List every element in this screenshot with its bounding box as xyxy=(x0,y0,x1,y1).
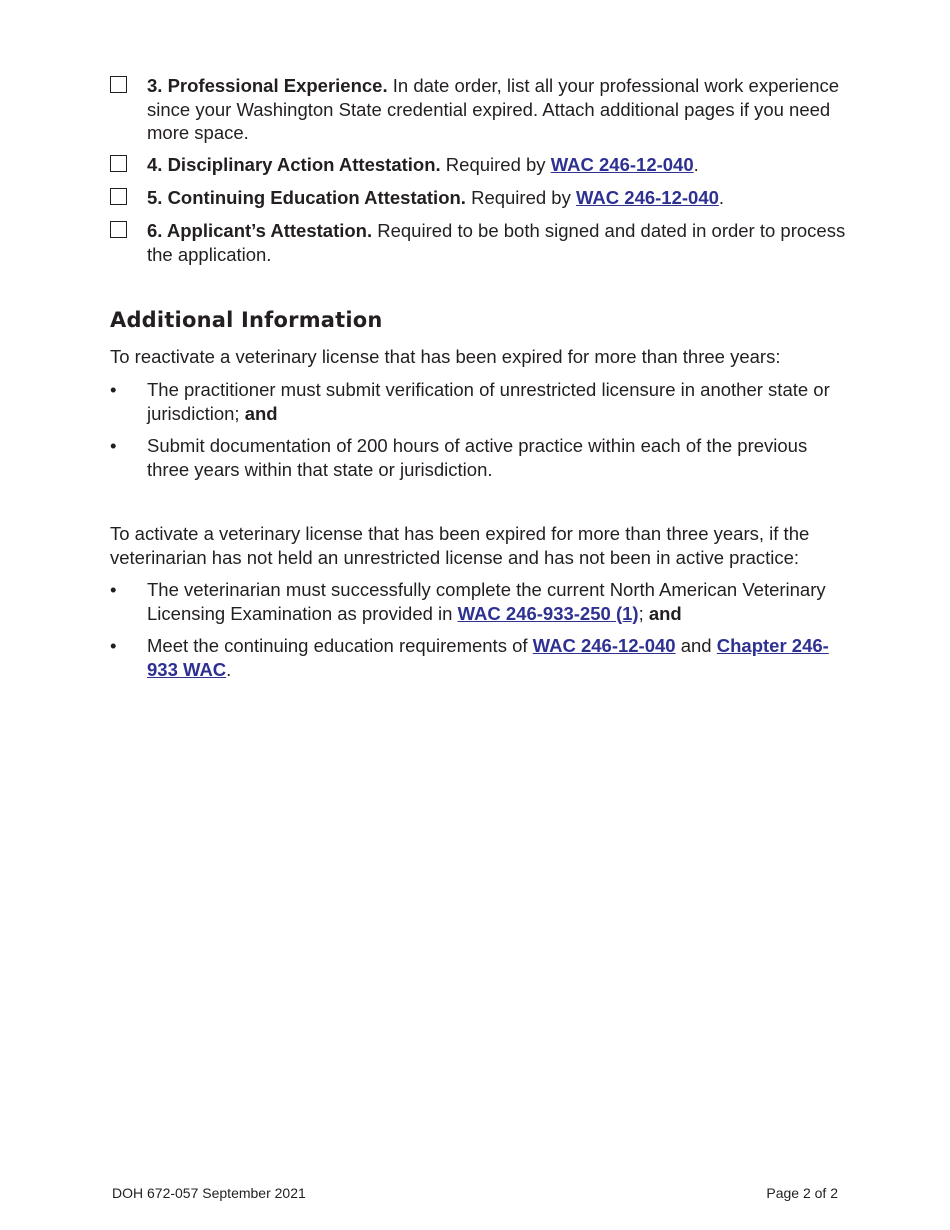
item-title: 3. Professional Experience. xyxy=(147,75,388,96)
wac-link[interactable]: WAC 246-933-250 (1) xyxy=(457,602,639,624)
item-text: Required by xyxy=(465,187,576,208)
wac-link[interactable]: WAC 246-12-040 xyxy=(550,154,694,175)
item-text: Required by xyxy=(440,154,551,175)
bullet-icon: • xyxy=(110,635,117,656)
wac-link[interactable]: WAC 246-12-040 xyxy=(575,187,719,208)
checkbox[interactable] xyxy=(110,76,127,93)
bullet-icon: • xyxy=(110,379,117,400)
checkbox[interactable] xyxy=(110,155,127,172)
item-title: 4. Disciplinary Action Attestation. xyxy=(147,154,441,175)
bullet-icon: • xyxy=(110,579,117,600)
item-text: In date order, list all your professional work experience since your Washington State credential expired. Attach additional pages if you need more space. xyxy=(147,75,840,143)
wac-link[interactable]: WAC 246-12-040 xyxy=(532,635,676,656)
checkbox[interactable] xyxy=(110,221,127,238)
page-number: Page 2 of 2 xyxy=(766,1185,838,1201)
section-heading: Additional Information xyxy=(110,308,383,332)
bullet-icon: • xyxy=(110,435,117,456)
form-id: DOH 672-057 September 2021 xyxy=(112,1185,306,1201)
chapter-link[interactable]: Chapter 246-933 WAC xyxy=(147,635,829,680)
item-title: 5. Continuing Education Attestation. xyxy=(147,187,466,208)
document-page: 3. Professional Experience. In date order, list all your professional work experience since your Washington State credential expired. Attach additional pages if you need more space. 4. Disciplinary Action Attestation. Required by WAC 246-12-040. 5. Continuing Education Attestation. Required by WAC 246-12-040. 6. Applicant’s Attestation. Required to be both signed and dated in order to process the application. Additional Information To reactivate a veterinary license that has been expired for more than three years: • The practitioner must submit verification of unrestricted licensure in another state or jurisdiction; and • Submit documentation of 200 hours of active practice within each of the previous three years within that state or jurisdiction. To activate a veterinary license that has been expired for more than three years, if the veterinarian has not held an unrestricted license and has not been in active practice: • The veterinarian must successfully complete the current North American Veterinary Licensing Examination as provided in WAC 246-933-250 (1); and • Meet the continuing education requirements of WAC 246-12-040 and Chapter 246-933 WAC. DOH 672-057 September 2021 Page 2 of 2 xyxy=(0,0,950,1230)
item-text: Required to be both signed and dated in order to process the application. xyxy=(147,220,846,265)
item-title: 6. Applicant’s Attestation. xyxy=(147,220,373,241)
checkbox[interactable] xyxy=(110,188,127,205)
reactivate-intro: To reactivate a veterinary license that has been expired for more than three years: xyxy=(110,346,781,367)
activate-intro: To activate a veterinary license that has been expired for more than three years, if the veterinarian has not held an unrestricted license and has not been in active practice: xyxy=(110,523,810,568)
